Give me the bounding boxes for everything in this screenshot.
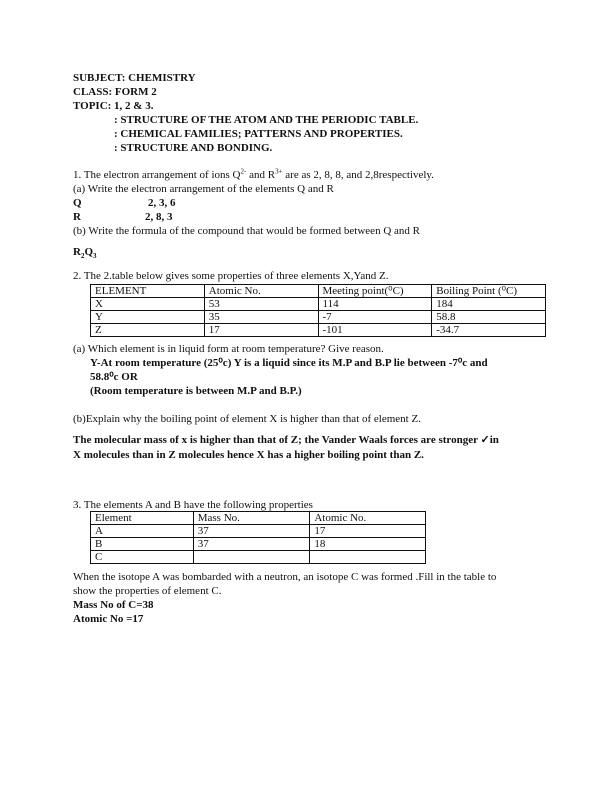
properties-table	[90, 284, 546, 337]
table-row	[91, 551, 426, 564]
question-3-text-1: When the isotope A was bombarded with a neutron, an isotope C was formed .Fill in the table to	[73, 571, 497, 583]
q-charge: 2-	[240, 167, 247, 176]
formula-q: Q	[84, 246, 94, 258]
cell: -7	[318, 311, 432, 324]
formula-sub-2: 3	[93, 252, 97, 261]
question-2b: (b)Explain why the boiling point of element X is higher than that of element Z.	[73, 413, 421, 425]
table-row	[91, 538, 426, 551]
cell: 37	[193, 525, 310, 538]
table-row	[91, 324, 546, 337]
q1-text-b: and R	[246, 169, 276, 181]
subject-line: SUBJECT: CHEMISTRY	[73, 72, 196, 84]
header-cell: Atomic No.	[310, 512, 426, 525]
q1-text-a: 1. The electron arrangement of ions Q	[73, 169, 241, 181]
answer-2a-line-1: Y-At room temperature (25⁰c) Y is a liquid since its M.P and B.P lie between -7⁰c and	[90, 357, 488, 369]
cell: 53	[204, 298, 318, 311]
answer-3-mass: Mass No of C=38	[73, 599, 154, 611]
answer-r-label: R	[73, 211, 81, 223]
table-row	[91, 311, 546, 324]
header-cell: Meeting point(⁰C)	[318, 285, 432, 298]
header-cell: Mass No.	[193, 512, 310, 525]
header-cell: Atomic No.	[204, 285, 318, 298]
r-charge: 3+	[275, 167, 283, 176]
answer-3-atomic: Atomic No =17	[73, 613, 144, 625]
answer-2b-line-2: X molecules than in Z molecules hence X has a higher boiling point than Z.	[73, 449, 424, 461]
cell	[310, 551, 426, 564]
cell	[193, 551, 310, 564]
isotope-table	[90, 511, 426, 564]
formula-r: R	[73, 246, 81, 258]
cell: 35	[204, 311, 318, 324]
cell: Z	[91, 324, 205, 337]
answer-2a-line-2: 58.8⁰c OR	[90, 371, 138, 383]
class-line: CLASS: FORM 2	[73, 86, 157, 98]
cell: -34.7	[432, 324, 546, 337]
cell: X	[91, 298, 205, 311]
answer-q-value: 2, 3, 6	[148, 197, 176, 209]
cell: 58.8	[432, 311, 546, 324]
answer-1b	[73, 246, 97, 259]
formula-sub-1: 2	[80, 252, 85, 261]
question-3-stem: 3. The elements A and B have the following properties	[73, 499, 313, 511]
cell: B	[91, 538, 194, 551]
subtopic-2: : CHEMICAL FAMILIES; PATTERNS AND PROPERTIES.	[114, 128, 403, 140]
answer-q-label: Q	[73, 197, 82, 209]
cell: Y	[91, 311, 205, 324]
header-cell: Element	[91, 512, 194, 525]
question-1a: (a) Write the electron arrangement of the elements Q and R	[73, 183, 334, 195]
answer-r-value: 2, 8, 3	[145, 211, 173, 223]
answer-2b-line-1: The molecular mass of x is higher than that of Z; the Vander Waals forces are stronger ✓in	[73, 434, 499, 446]
answer-2a-line-3: (Room temperature is between M.P and B.P.)	[90, 385, 302, 397]
cell: A	[91, 525, 194, 538]
q1-text-c: are as 2, 8, 8, and 2,8respectively.	[282, 169, 434, 181]
cell: 184	[432, 298, 546, 311]
question-1-stem	[73, 169, 434, 182]
subtopic-1: : STRUCTURE OF THE ATOM AND THE PERIODIC TABLE.	[114, 114, 419, 126]
cell: 114	[318, 298, 432, 311]
question-3-text-2: show the properties of element C.	[73, 585, 222, 597]
header-cell: Boiling Point (⁰C)	[432, 285, 546, 298]
question-2a: (a) Which element is in liquid form at room temperature? Give reason.	[73, 343, 384, 355]
topic-line: TOPIC: 1, 2 & 3.	[73, 100, 154, 112]
table-header-row	[91, 512, 426, 525]
table-row	[91, 525, 426, 538]
question-1b: (b) Write the formula of the compound that would be formed between Q and R	[73, 225, 420, 237]
question-2-stem: 2. The 2.table below gives some properties of three elements X,Yand Z.	[73, 270, 389, 282]
cell: 17	[310, 525, 426, 538]
cell: 37	[193, 538, 310, 551]
table-header-row	[91, 285, 546, 298]
cell: -101	[318, 324, 432, 337]
cell: C	[91, 551, 194, 564]
cell: 17	[204, 324, 318, 337]
header-cell: ELEMENT	[91, 285, 205, 298]
subtopic-3: : STRUCTURE AND BONDING.	[114, 142, 273, 154]
cell: 18	[310, 538, 426, 551]
table-row	[91, 298, 546, 311]
